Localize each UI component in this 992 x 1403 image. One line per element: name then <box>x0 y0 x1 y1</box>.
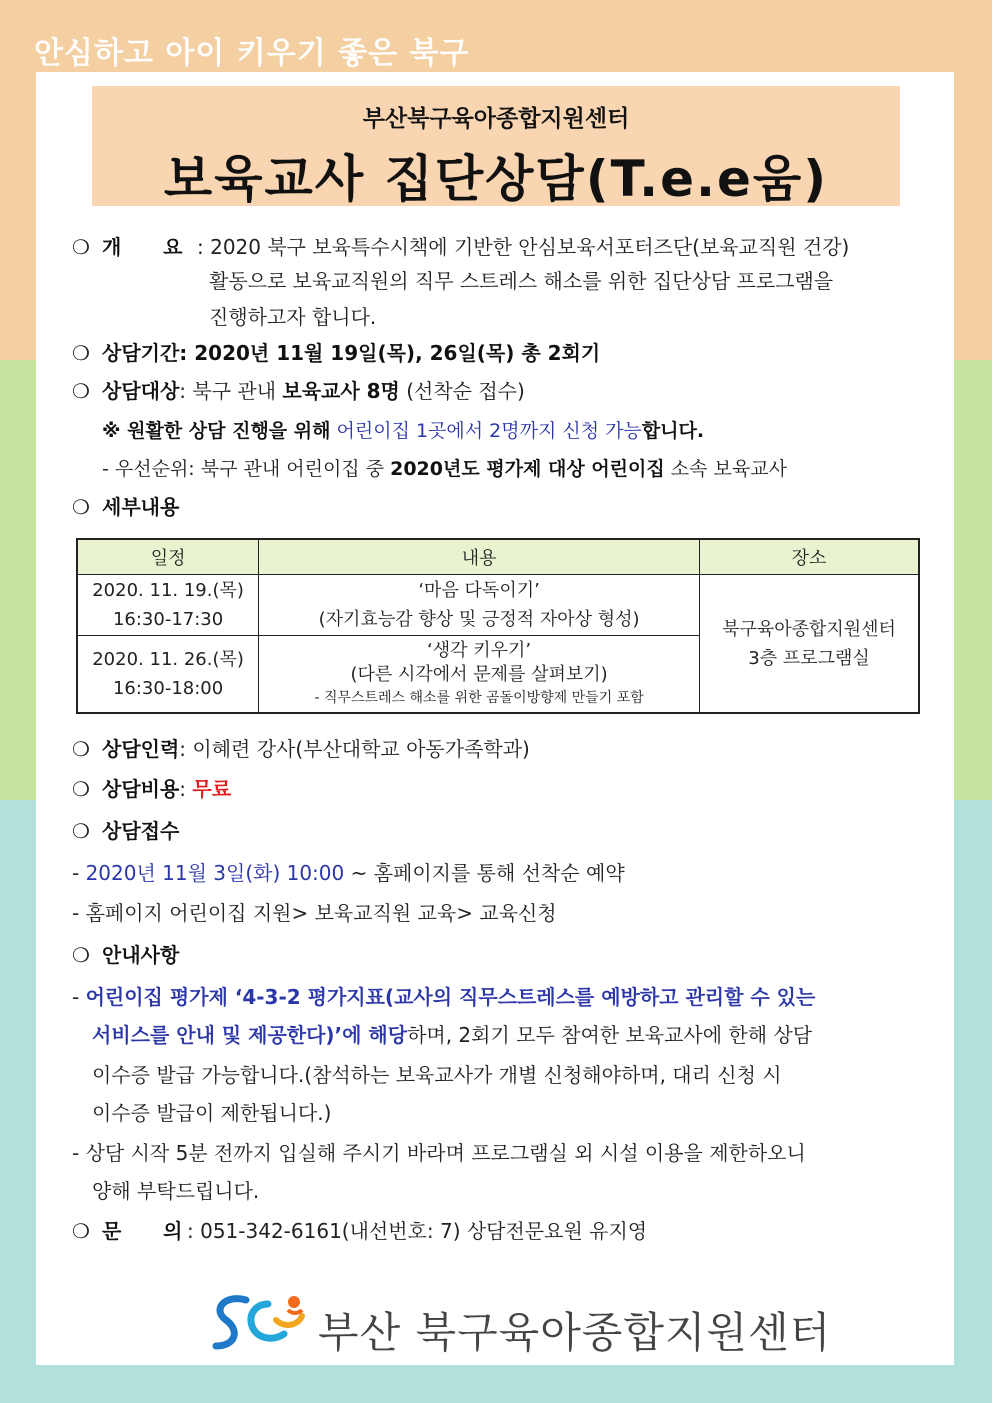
target-post: (선착순 접수) <box>406 379 525 403</box>
page-title: 보육교사 집단상담(T.e.e움) <box>163 150 829 208</box>
bullet-circle-icon: ❍ <box>72 341 90 365</box>
schedule-table <box>76 538 920 714</box>
target-note-mark: ※ 원활한 상담 진행을 위해 <box>102 420 331 442</box>
notice-heading <box>72 938 179 972</box>
content-title: ‘생각 키우기’ <box>427 640 532 661</box>
notice-label: 안내사항 <box>102 943 180 967</box>
reception-line-1: - 2020년 11월 3일(화) 10:00 ~ 홈페이지를 통해 선착순 예약 <box>72 861 625 885</box>
schedule-date-cell <box>77 636 259 714</box>
table-header-cell: 장소 <box>700 539 919 575</box>
schedule-time: 16:30-18:00 <box>112 678 224 699</box>
bullet-circle-icon: ❍ <box>72 819 90 843</box>
notice-eligibility: 하며, 2회기 모두 참여한 보육교사에 한해 상담 <box>407 1023 813 1047</box>
reception-method: ~ 홈페이지를 통해 선착순 예약 <box>350 861 625 885</box>
staff-label: 상담인력 <box>102 737 180 761</box>
target-note-highlight: 어린이집 1곳에서 2명까지 신청 가능 <box>336 420 642 442</box>
notice-line-6: 양해 부탁드립니다. <box>92 1179 260 1203</box>
reception-line-2: - 홈페이지 어린이집 지원> 보육교직원 교육> 교육신청 <box>72 901 557 925</box>
notice-line-4: 이수증 발급이 제한됩니다.) <box>92 1101 332 1125</box>
priority-strong: 2020년도 평가제 대상 어린이집 <box>390 458 665 480</box>
target-note <box>102 414 704 448</box>
contact-label: 문 의 <box>102 1219 183 1243</box>
notice-line-1: - 어린이집 평가제 ‘4-3-2 평가지표(교사의 직무스트레스를 예방하고 관리할 수 있는 <box>72 985 816 1009</box>
title-box <box>92 86 900 206</box>
content-desc: (다른 시각에서 문제를 살펴보기) <box>350 664 608 685</box>
schedule-content-cell <box>259 575 700 636</box>
bullet-circle-icon: ❍ <box>72 737 90 761</box>
target-strong: 보육교사 8명 <box>282 379 400 403</box>
table-header-row <box>77 539 919 575</box>
overview-label: 개 요 <box>102 235 183 259</box>
contact-value: 051-342-6161(내선번호: 7) 상담전문요원 유지영 <box>200 1219 648 1243</box>
center-logo-icon <box>206 1290 310 1356</box>
details-label: 세부내용 <box>102 495 180 519</box>
document-sheet <box>36 72 954 1365</box>
schedule-date-cell <box>77 575 259 636</box>
period-line: ❍ 상담기간: 2020년 11월 19일(목), 26일(목) 총 2회기 <box>72 336 600 370</box>
table-header-cell: 일정 <box>77 539 259 575</box>
period-label: 상담기간 <box>102 341 180 365</box>
bullet-circle-icon: ❍ <box>72 235 90 259</box>
notice-line-3: 이수증 발급 가능합니다.(참석하는 보육교사가 개별 신청해야하며, 대리 신청 시 <box>92 1063 782 1087</box>
bullet-circle-icon: ❍ <box>72 943 90 967</box>
table-header-cell: 내용 <box>259 539 700 575</box>
overview-text-2: 활동으로 보육교직원의 직무 스트레스 해소를 위한 집단상담 프로그램을 <box>209 269 834 293</box>
details-heading <box>72 490 179 524</box>
schedule-content-cell <box>259 636 700 714</box>
place-room: 3층 프로그램실 <box>748 647 870 669</box>
overview-line: ❍ 개 요 : 2020 북구 보육특수시책에 기반한 안심보육서포터즈단(보육교직원 건강) <box>72 230 849 264</box>
target-line: ❍ 상담대상: 북구 관내 보육교사 8명 (선착순 접수) <box>72 374 525 408</box>
priority-post: 소속 보육교사 <box>670 458 787 480</box>
cost-label: 상담비용 <box>102 777 180 801</box>
table-row <box>77 575 919 636</box>
reception-heading <box>72 814 179 848</box>
title-subtitle: 부산북구육아종합지원센터 <box>362 106 630 132</box>
schedule-time: 16:30-17:30 <box>112 609 224 630</box>
bullet-circle-icon: ❍ <box>72 495 90 519</box>
overview-text-1: 2020 북구 보육특수시책에 기반한 안심보육서포터즈단(보육교직원 건강) <box>210 235 850 259</box>
reception-datetime: 2020년 11월 3일(화) 10:00 <box>85 861 345 885</box>
notice-criterion-end: 서비스를 안내 및 제공한다)’에 해당 <box>92 1023 408 1047</box>
notice-criterion: 어린이집 평가제 ‘4-3-2 평가지표(교사의 직무스트레스를 예방하고 관리할 수 있는 <box>85 985 816 1009</box>
schedule-place-cell <box>700 575 919 714</box>
bullet-circle-icon: ❍ <box>72 379 90 403</box>
cost-value: 무료 <box>192 777 232 801</box>
period-value: 2020년 11월 19일(목), 26일(목) 총 2회기 <box>194 341 601 365</box>
staff-value: 이혜련 강사(부산대학교 아동가족학과) <box>192 737 530 761</box>
cost-line: ❍ 상담비용: 무료 <box>72 772 231 806</box>
slogan: 안심하고 아이 키우기 좋은 북구 <box>34 36 470 71</box>
bullet-circle-icon: ❍ <box>72 777 90 801</box>
notice-line-2 <box>92 1018 812 1052</box>
content-desc: (자기효능감 향상 및 긍정적 자아상 형성) <box>318 609 640 630</box>
center-logo <box>206 1290 832 1360</box>
bullet-circle-icon: ❍ <box>72 1219 90 1243</box>
target-pre: 북구 관내 <box>192 379 277 403</box>
notice-line-5: - 상담 시작 5분 전까지 입실해 주시기 바라며 프로그램실 외 시설 이용을 제한하오니 <box>72 1141 806 1165</box>
staff-line: ❍ 상담인력: 이혜련 강사(부산대학교 아동가족학과) <box>72 732 530 766</box>
reception-label: 상담접수 <box>102 819 180 843</box>
contact-line: ❍ 문 의 : 051-342-6161(내선번호: 7) 상담전문요원 유지영 <box>72 1214 647 1248</box>
schedule-date: 2020. 11. 26.(목) <box>92 649 244 670</box>
priority-pre: - 우선순위: 북구 관내 어린이집 중 <box>102 458 385 480</box>
target-label: 상담대상 <box>102 379 180 403</box>
center-logo-text: 부산 북구육아종합지원센터 <box>318 1308 832 1357</box>
content-title: ‘마음 다독이기’ <box>418 580 540 601</box>
overview-text-3: 진행하고자 합니다. <box>209 305 377 329</box>
place-name: 북구육아종합지원센터 <box>722 618 896 640</box>
target-note-end: 합니다. <box>641 420 705 442</box>
schedule-date: 2020. 11. 19.(목) <box>92 580 244 601</box>
target-priority <box>102 452 787 486</box>
content-note: - 직무스트레스 해소를 위한 곰돌이방향제 만들기 포함 <box>314 690 644 706</box>
